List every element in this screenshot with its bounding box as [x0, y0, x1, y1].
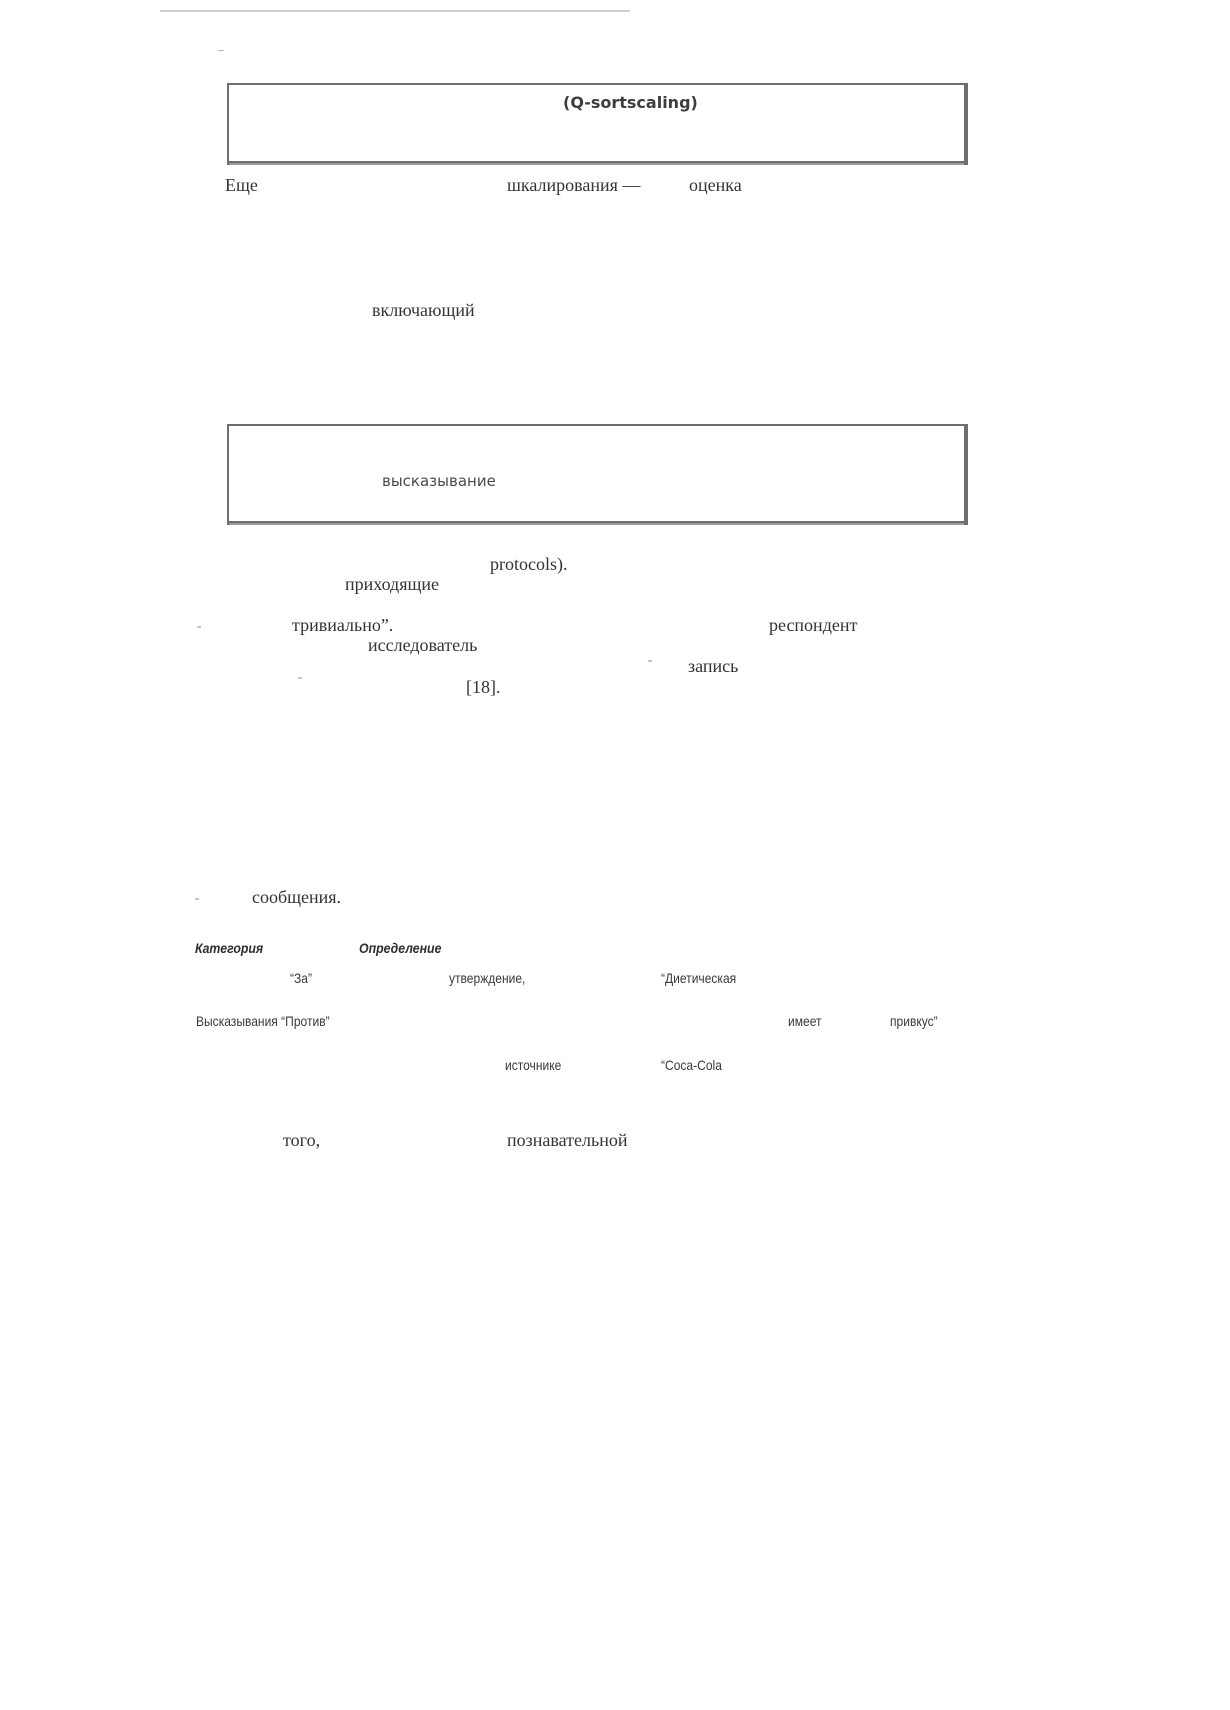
para4-word: сообщения. [252, 887, 342, 907]
box-title: (Q-sortscaling) [563, 93, 698, 112]
scan-speck [195, 898, 199, 900]
para3-word: [18]. [466, 677, 501, 697]
para3-word: запись [688, 656, 739, 676]
sidebar-box-statement [227, 424, 968, 525]
para3-word: приходящие [345, 574, 439, 594]
para5-word: познавательной [507, 1130, 628, 1150]
top-rule [160, 10, 630, 12]
para3-word: protocols). [490, 554, 568, 574]
margin-mark [218, 50, 224, 51]
para1-word: шкалирования — [507, 175, 641, 195]
para1-word: Еще [225, 175, 258, 195]
table-cell: “За” [290, 970, 312, 986]
box-text: высказывание [382, 472, 496, 490]
table-cell: источнике [505, 1057, 562, 1073]
table-cell: привкус” [890, 1013, 938, 1029]
para5-word: того, [283, 1130, 321, 1150]
scan-speck [298, 677, 302, 679]
para1-word: оценка [689, 175, 742, 195]
para3-word: респондент [769, 615, 858, 635]
table-cell: Высказывания “Против” [196, 1013, 330, 1029]
scan-speck [648, 660, 652, 662]
table-header-category: Категория [195, 940, 264, 956]
scan-speck [197, 626, 201, 628]
table-cell: имеет [788, 1013, 822, 1029]
table-cell: “Диетическая [661, 970, 737, 986]
para2-word: включающий [372, 300, 475, 320]
table-header-definition: Определение [359, 940, 442, 956]
sidebar-box-q-sort [227, 83, 968, 165]
para3-word: исследователь [368, 635, 478, 655]
para3-word: тривиально”. [292, 615, 394, 635]
table-cell: “Coca-Cola [661, 1057, 722, 1073]
table-cell: утверждение, [449, 970, 526, 986]
